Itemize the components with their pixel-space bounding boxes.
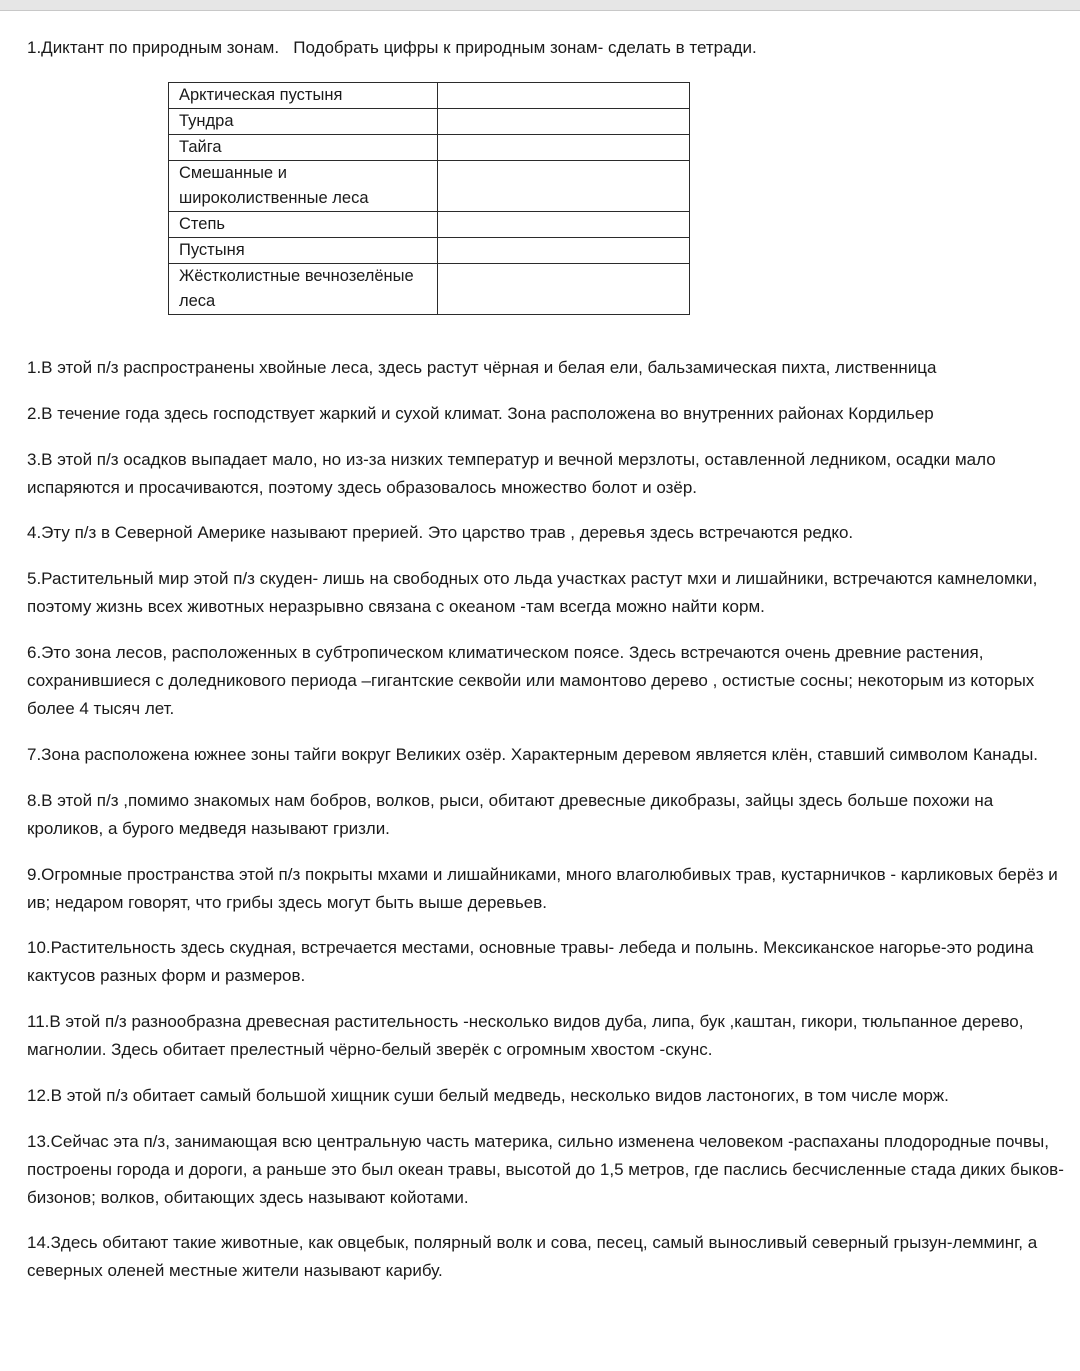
answer-cell (437, 212, 689, 238)
natural-zones-table (168, 82, 690, 315)
zone-name-cell: Смешанные и широколиственные леса (169, 161, 438, 212)
zone-name-cell: Жёстколистные вечнозелёные леса (169, 264, 438, 315)
table-row (169, 135, 690, 161)
list-item: 2.В течение года здесь господствует жаркий и сухой климат. Зона расположена во внутренних районах Кордильер (27, 404, 934, 423)
list-item: 13.Сейчас эта п/з, занимающая всю центральную часть материка, сильно изменена человеком -распаханы плодородные почвы, построены города и дороги, а раньше это был океан травы, высотой до 1,5 метров, где паслись бесчисленные стада диких быков-бизонов; волков, обитающих здесь называют койотами. (27, 1132, 1064, 1207)
list-item: 10.Растительность здесь скудная, встречается местами, основные травы- лебеда и полынь. Мексиканское нагорье-это родина кактусов разных форм и размеров. (27, 938, 1034, 985)
list-item: 14.Здесь обитают такие животные, как овцебык, полярный волк и сова, песец, самый выносливый северный грызун-лемминг, а северных оленей местные жители называют карибу. (27, 1233, 1038, 1280)
zone-name-cell: Тайга (169, 135, 438, 161)
list-item: 5.Растительный мир этой п/з скуден- лишь на свободных ото льда участках растут мхи и лишайники, встречаются камнеломки, поэтому жизнь всех животных неразрывно связана с океаном -там всегда можно найти корм. (27, 569, 1038, 616)
zone-name-cell: Степь (169, 212, 438, 238)
list-item: 3.В этой п/з осадков выпадает мало, но из-за низких температур и вечной мерзлоты, оставленной ледником, осадки мало испаряются и просачиваются, поэтому здесь образовалось множество болот и озёр. (27, 450, 996, 497)
zone-name-cell: Тундра (169, 109, 438, 135)
task-heading: 1.Диктант по природным зонам. Подобрать цифры к природным зонам- сделать в тетради. (27, 38, 757, 57)
table-row (169, 83, 690, 109)
answer-cell (437, 83, 689, 109)
dictation-items (27, 354, 1067, 1285)
answer-cell (437, 238, 689, 264)
list-item: 6.Это зона лесов, расположенных в субтропическом климатическом поясе. Здесь встречаются очень древние растения, сохранившиеся с доледникового периода –гигантские секвойи или мамонтово дерево , остистые сосны; некоторым из которых более 4 тысяч лет. (27, 643, 1035, 718)
list-item: 1.В этой п/з распространены хвойные леса, здесь растут чёрная и белая ели, бальзамическая пихта, лиственница (27, 358, 937, 377)
table-row (169, 161, 690, 212)
table-row (169, 109, 690, 135)
answer-cell (437, 109, 689, 135)
table-row (169, 238, 690, 264)
answer-cell (437, 264, 689, 315)
answer-cell (437, 135, 689, 161)
list-item: 8.В этой п/з ,помимо знакомых нам бобров, волков, рыси, обитают древесные дикобразы, зайцы здесь больше похожи на кроликов, а бурого медведя называют гризли. (27, 791, 994, 838)
answer-cell (437, 161, 689, 212)
list-item: 7.Зона расположена южнее зоны тайги вокруг Великих озёр. Характерным деревом является клён, ставший символом Канады. (27, 745, 1039, 764)
table-row (169, 212, 690, 238)
list-item: 9.Огромные пространства этой п/з покрыты мхами и лишайниками, много влаголюбивых трав, кустарничков - карликовых берёз и ив; недаром говорят, что грибы здесь могут быть выше деревьев. (27, 865, 1058, 912)
list-item: 11.В этой п/з разнообразна древесная растительность -несколько видов дуба, липа, бук ,каштан, гикори, тюльпанное дерево, магнолии. Здесь обитает прелестный чёрно-белый зверёк с огромным хвостом -скунс. (27, 1012, 1024, 1059)
zone-name-cell: Пустыня (169, 238, 438, 264)
zone-name-cell: Арктическая пустыня (169, 83, 438, 109)
table-row (169, 264, 690, 315)
list-item: 12.В этой п/з обитает самый большой хищник суши белый медведь, несколько видов ластоногих, в том числе морж. (27, 1086, 949, 1105)
page-top-edge (0, 0, 1080, 11)
list-item: 4.Эту п/з в Северной Америке называют прерией. Это царство трав , деревья здесь встречаются редко. (27, 523, 854, 542)
